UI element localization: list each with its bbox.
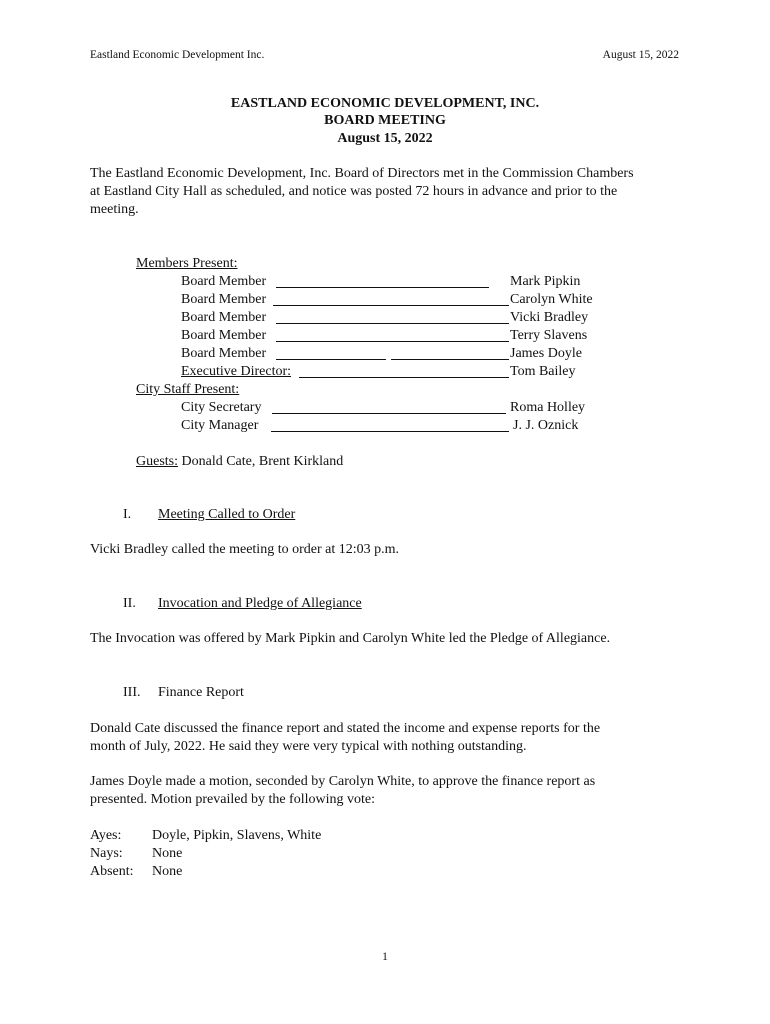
member-row bbox=[181, 345, 641, 363]
section-number: I. bbox=[123, 507, 132, 522]
section-number: III. bbox=[123, 685, 141, 700]
section-body: month of July, 2022. He said they were very typical with nothing outstanding. bbox=[90, 739, 527, 754]
guests-names: Donald Cate, Brent Kirkland bbox=[178, 454, 344, 469]
motion-text: James Doyle made a motion, seconded by Carolyn White, to approve the finance report as bbox=[90, 774, 596, 789]
doc-title: EASTLAND ECONOMIC DEVELOPMENT, INC. bbox=[230, 96, 540, 111]
member-name: Vicki Bradley bbox=[510, 310, 589, 325]
staff-name: J. J. Oznick bbox=[513, 418, 579, 433]
staff-name: Roma Holley bbox=[510, 400, 586, 415]
members-heading: Members Present: bbox=[136, 256, 238, 271]
staff-row bbox=[181, 417, 641, 435]
member-role: Board Member bbox=[181, 346, 267, 361]
section-body: Donald Cate discussed the finance report and stated the income and expense reports for the bbox=[90, 721, 601, 736]
section-body: Vicki Bradley called the meeting to order at 12:03 p.m. bbox=[90, 542, 400, 557]
member-row bbox=[181, 309, 641, 327]
member-row bbox=[181, 273, 641, 291]
member-role: Board Member bbox=[181, 328, 267, 343]
staff-row bbox=[181, 399, 641, 417]
member-name: Mark Pipkin bbox=[510, 274, 581, 289]
member-name: Tom Bailey bbox=[510, 364, 576, 379]
doc-subtitle: BOARD MEETING bbox=[324, 113, 446, 128]
motion-text: presented. Motion prevailed by the following vote: bbox=[90, 792, 375, 807]
vote-value: Doyle, Pipkin, Slavens, White bbox=[152, 828, 322, 843]
signature-line bbox=[276, 323, 509, 324]
signature-line bbox=[272, 413, 506, 414]
header-date: August 15, 2022 bbox=[602, 49, 679, 61]
member-row bbox=[181, 291, 641, 309]
signature-line bbox=[276, 341, 509, 342]
section-number: II. bbox=[123, 596, 136, 611]
section-title: Invocation and Pledge of Allegiance bbox=[158, 596, 362, 611]
intro-line: meeting. bbox=[90, 202, 139, 217]
member-role: Board Member bbox=[181, 292, 267, 307]
staff-role: City Manager bbox=[181, 418, 259, 433]
doc-date: August 15, 2022 bbox=[337, 131, 433, 146]
member-role: Board Member bbox=[181, 274, 267, 289]
intro-line: at Eastland City Hall as scheduled, and notice was posted 72 hours in advance and prior to the bbox=[90, 184, 618, 199]
staff-heading: City Staff Present: bbox=[136, 382, 240, 397]
member-role: Board Member bbox=[181, 310, 267, 325]
member-name: James Doyle bbox=[510, 346, 582, 361]
vote-label: Nays: bbox=[90, 846, 123, 861]
vote-label: Ayes: bbox=[90, 828, 122, 843]
signature-line bbox=[276, 359, 386, 360]
header-org: Eastland Economic Development Inc. bbox=[90, 49, 265, 61]
vote-value: None bbox=[152, 864, 183, 879]
section-title: Meeting Called to Order bbox=[158, 507, 296, 522]
section-title: Finance Report bbox=[158, 685, 244, 700]
signature-line bbox=[273, 305, 509, 306]
guests-line bbox=[136, 453, 343, 471]
signature-line bbox=[391, 359, 509, 360]
guests-label: Guests: bbox=[136, 454, 178, 469]
member-name: Terry Slavens bbox=[510, 328, 588, 343]
staff-role: City Secretary bbox=[181, 400, 262, 415]
vote-value: None bbox=[152, 846, 183, 861]
signature-line bbox=[276, 287, 489, 288]
section-body: The Invocation was offered by Mark Pipkin and Carolyn White led the Pledge of Allegiance. bbox=[90, 631, 611, 646]
vote-label: Absent: bbox=[90, 864, 134, 879]
member-role: Executive Director: bbox=[181, 364, 292, 379]
member-row bbox=[181, 327, 641, 345]
page-number: 1 bbox=[382, 951, 388, 963]
signature-line bbox=[271, 431, 509, 432]
intro-line: The Eastland Economic Development, Inc. Board of Directors met in the Commission Chambers bbox=[90, 166, 634, 181]
signature-line bbox=[299, 377, 509, 378]
member-name: Carolyn White bbox=[510, 292, 593, 307]
member-row bbox=[181, 363, 641, 381]
